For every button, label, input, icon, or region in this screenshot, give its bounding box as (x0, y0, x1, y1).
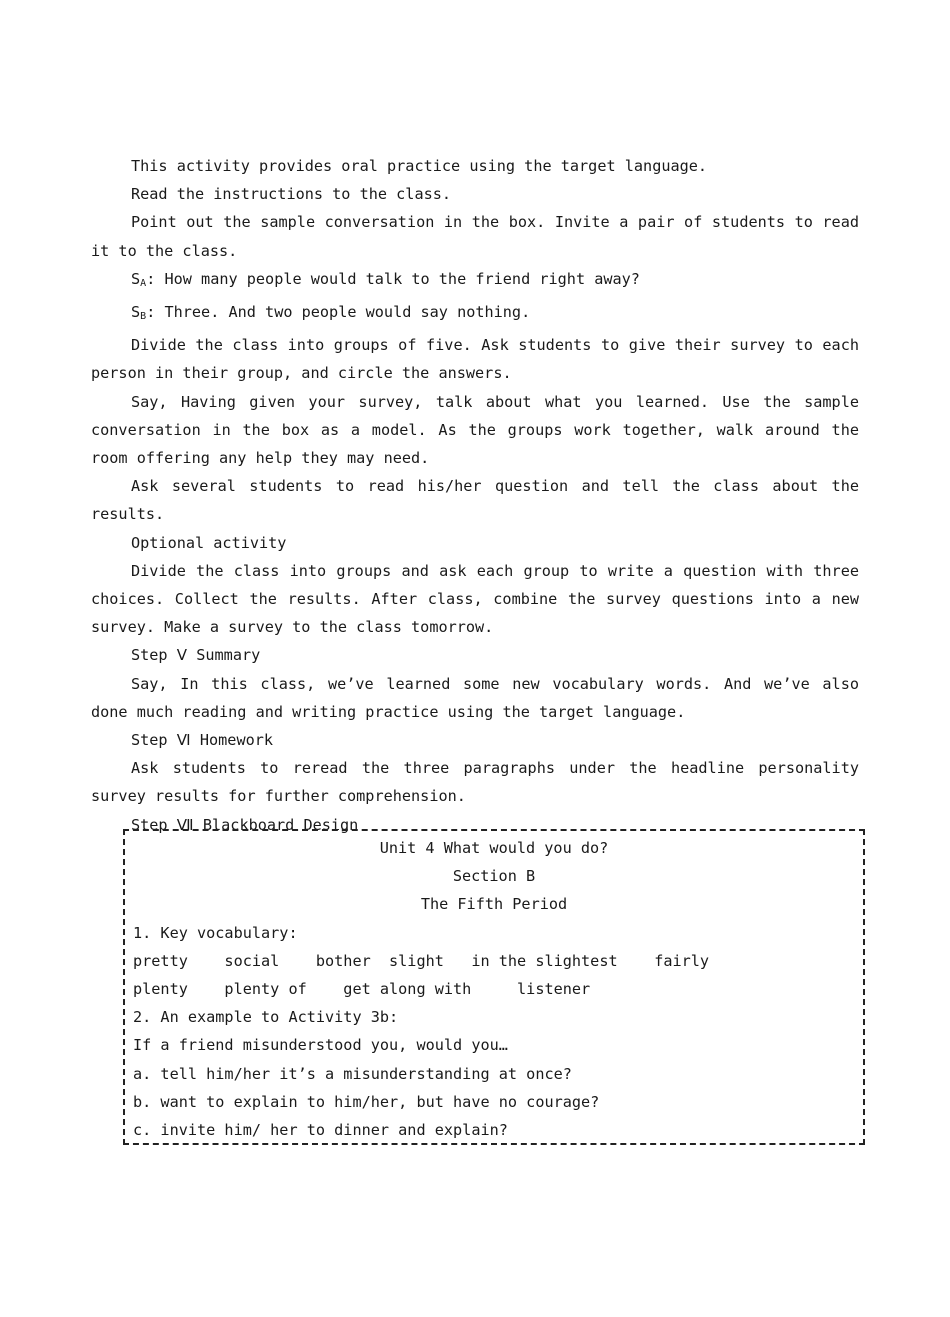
paragraph: Read the instructions to the class. (131, 185, 452, 204)
board-line: 1. Key vocabulary: (133, 923, 298, 942)
dialog-text: : How many people would talk to the friend right away? (146, 269, 640, 288)
speaker: S (131, 269, 141, 288)
heading-step-6: Step Ⅵ Homework (131, 731, 274, 750)
document-body (91, 152, 859, 839)
speaker: S (131, 303, 141, 322)
heading-step-5: Step Ⅴ Summary (131, 646, 261, 665)
board-line: b. want to explain to him/her, but have no courage? (133, 1092, 600, 1111)
speaker-subscript: A (140, 277, 147, 289)
paragraph: Say, Having given your survey, talk about what you learned. Use the sample conversation in the box as a model. As the groups work together, walk around the room offering any help they may need. (91, 392, 859, 468)
paragraph: This activity provides oral practice using the target language. (131, 157, 708, 175)
board-section: Section B (452, 867, 536, 886)
heading-optional-activity: Optional activity (131, 533, 287, 552)
paragraph: Divide the class into groups of five. Ask students to give their survey to each person in their group, and circle the answers. (91, 336, 859, 383)
board-line: pretty social bother slight in the slightest fairly (133, 951, 710, 970)
dialog-text: : Three. And two people would say nothing. (146, 303, 531, 322)
board-line: a. tell him/her it’s a misunderstanding at once? (133, 1064, 572, 1083)
dialog-line-b (91, 298, 859, 331)
speaker-subscript: B (140, 311, 147, 323)
board-line: c. invite him/ her to dinner and explain? (133, 1121, 508, 1140)
paragraph: Ask several students to read his/her question and tell the class about the results. (91, 477, 859, 524)
paragraph: Divide the class into groups and ask each group to write a question with three choices. Collect the results. After class, combine the survey questions into a new survey. Make a survey to the class tomorrow. (91, 561, 859, 637)
board-line: If a friend misunderstood you, would you… (133, 1036, 508, 1055)
board-period: The Fifth Period (420, 895, 568, 914)
board-title: Unit 4 What would you do? (379, 839, 609, 857)
board-line: 2. An example to Activity 3b: (133, 1008, 399, 1027)
paragraph: Point out the sample conversation in the box. Invite a pair of students to read it to the class. (91, 213, 859, 260)
board-line: plenty plenty of get along with listener (133, 980, 591, 999)
paragraph: Say, In this class, we’ve learned some new vocabulary words. And we’ve also done much reading and writing practice using the target language. (91, 674, 859, 721)
paragraph: Ask students to reread the three paragraphs under the headline personality survey results for further comprehension. (91, 759, 859, 806)
heading-step-7: Step Ⅶ Blackboard Design (131, 815, 359, 834)
blackboard-design-box (123, 829, 865, 1145)
dialog-line-a (91, 265, 859, 298)
